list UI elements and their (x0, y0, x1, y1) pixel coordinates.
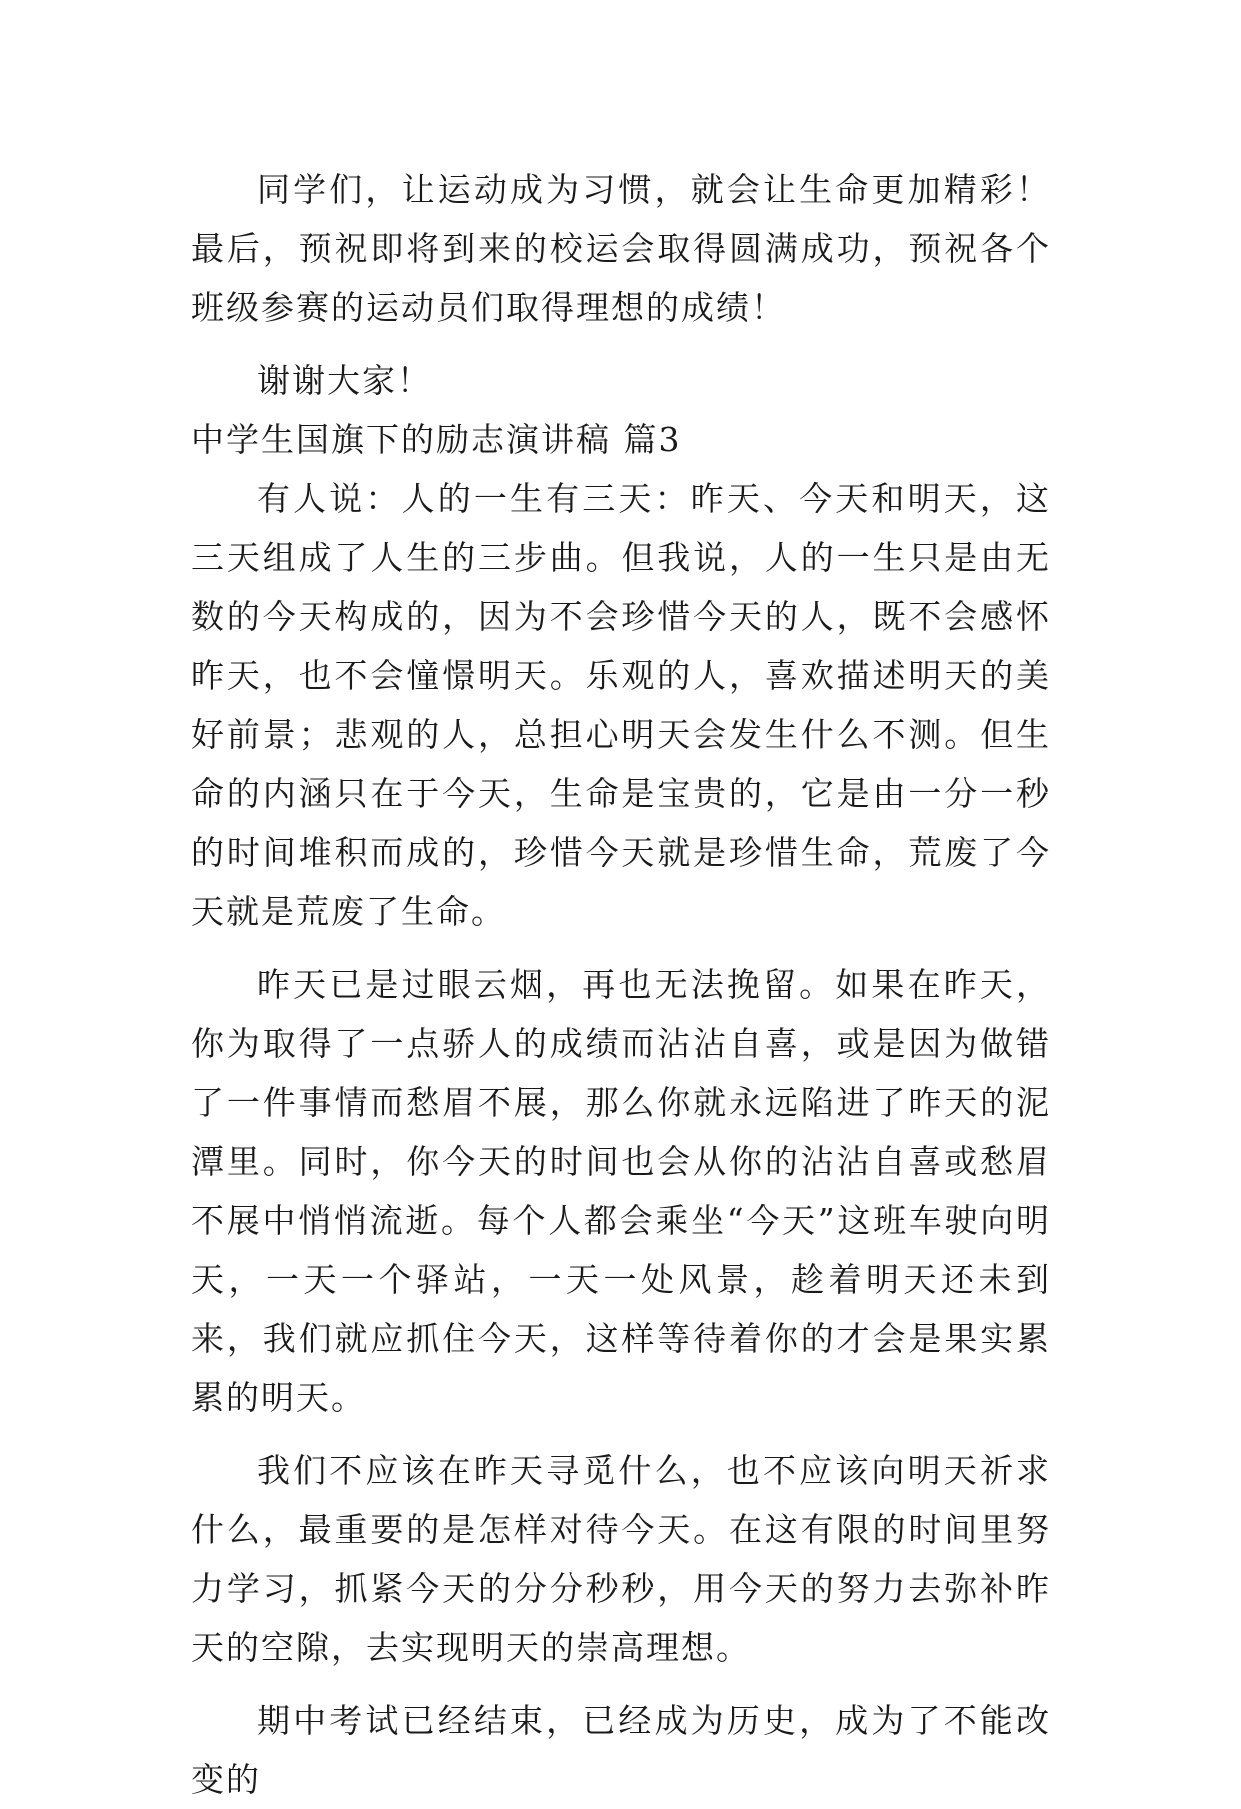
paragraph-midterm: 期中考试已经结束，已经成为历史，成为了不能改变的 (191, 1701, 1051, 1799)
section-heading: 中学生国旗下的励志演讲稿 篇3 (191, 420, 682, 459)
document-body (191, 160, 1051, 1809)
paragraph-today: 我们不应该在昨天寻觅什么，也不应该向明天祈求什么，最重要的是怎样对待今天。在这有限的时间里努力学习，抓紧今天的分分秒秒，用今天的努力去弥补昨天的空隙，去实现明天的崇高理想。 (191, 1451, 1051, 1667)
paragraph-three-days: 有人说：人的一生有三天：昨天、今天和明天，这三天组成了人生的三步曲。但我说，人的一生只是由无数的今天构成的，因为不会珍惜今天的人，既不会感怀昨天，也不会憧憬明天。乐观的人，喜欢描述明天的美好前景；悲观的人，总担心明天会发生什么不测。但生命的内涵只在于今天，生命是宝贵的，它是由一分一秒的时间堆积而成的，珍惜今天就是珍惜生命，荒废了今天就是荒废了生命。 (191, 479, 1051, 931)
paragraph-yesterday: 昨天已是过眼云烟，再也无法挽留。如果在昨天，你为取得了一点骄人的成绩而沾沾自喜，或是因为做错了一件事情而愁眉不展，那么你就永远陷进了昨天的泥潭里。同时，你今天的时间也会从你的沾沾自喜或愁眉不展中悄悄流逝。每个人都会乘坐“今天”这班车驶向明天，一天一个驿站，一天一处风景，趁着明天还未到来，我们就应抓住今天，这样等待着你的才会是果实累累的明天。 (191, 965, 1051, 1417)
paragraph-thanks: 谢谢大家！ (257, 361, 432, 400)
paragraph-closing-wishes: 同学们，让运动成为习惯，就会让生命更加精彩！最后，预祝即将到来的校运会取得圆满成功，预祝各个班级参赛的运动员们取得理想的成绩！ (191, 170, 1051, 327)
